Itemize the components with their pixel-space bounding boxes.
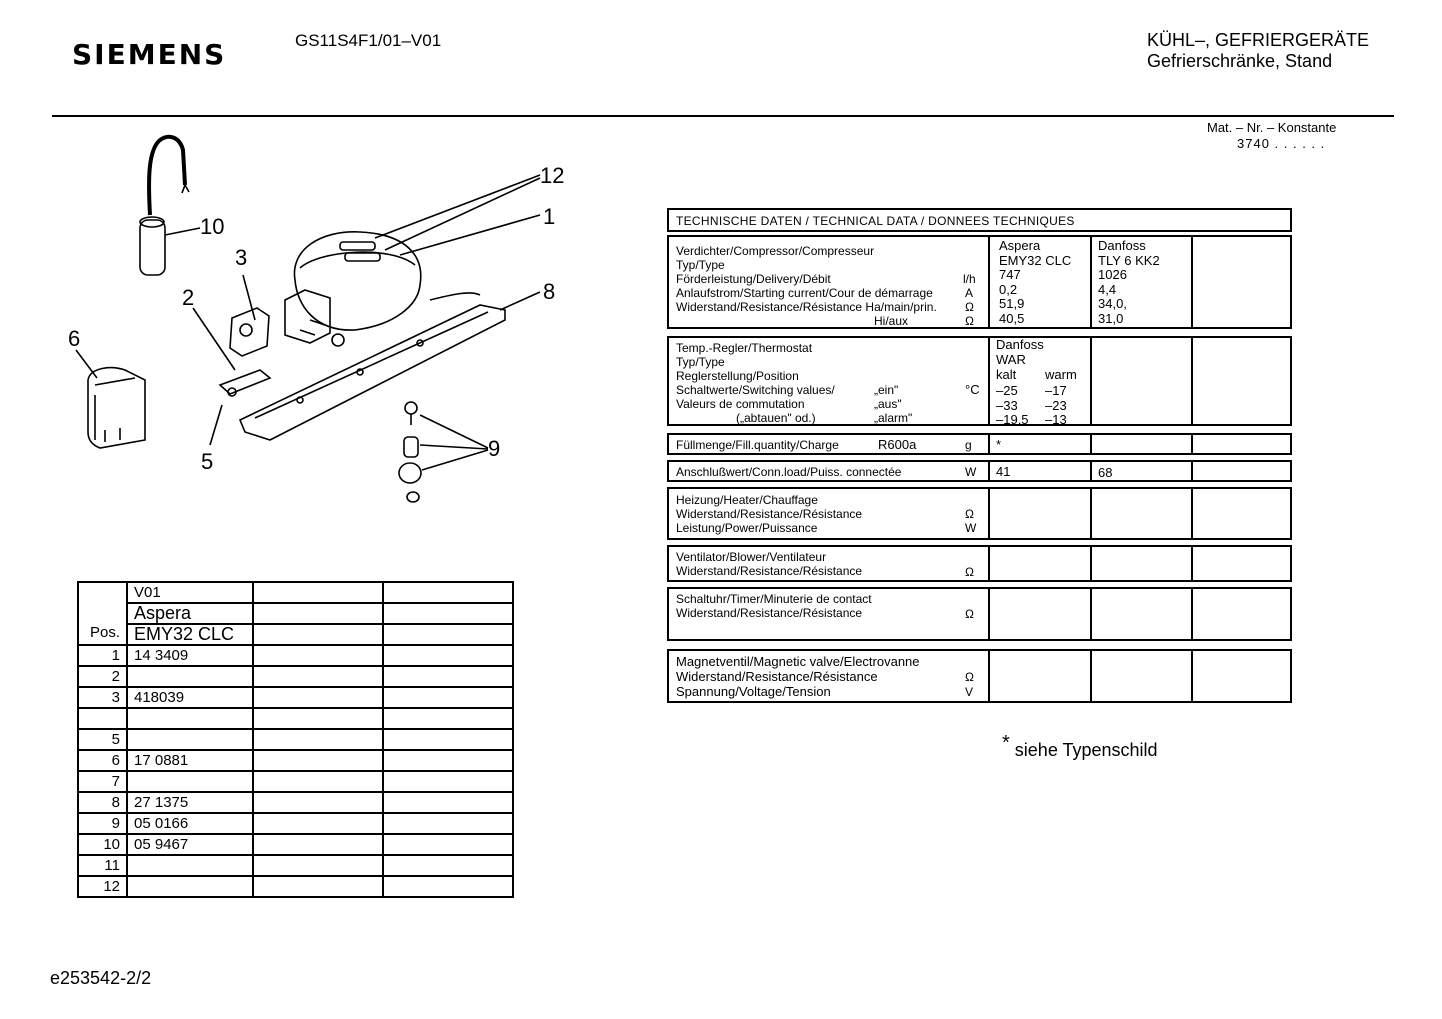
empty-cell (253, 666, 383, 687)
callout-2: 2 (182, 285, 195, 310)
empty-cell (383, 666, 513, 687)
col1-line: 747 (999, 267, 1021, 282)
column-divider (1090, 547, 1092, 580)
resistance-main-label: Widerstand/Resistance/Résistance Ha/main/prin. (676, 300, 937, 314)
pos-number (78, 708, 127, 729)
mounting-rail-part (240, 305, 505, 440)
callout-1: 1 (543, 204, 556, 229)
column-divider (1090, 462, 1092, 480)
empty-cell (383, 792, 513, 813)
column-divider (988, 338, 990, 424)
parts-row (78, 645, 513, 666)
charge-section (667, 433, 1292, 455)
category-subtitle: Gefrierschränke, Stand (1147, 51, 1333, 71)
compressor-type-cell: EMY32 CLC (127, 624, 253, 645)
pos-number: 8 (78, 792, 127, 813)
column-divider (1191, 237, 1193, 327)
load-col2: 68 (1098, 465, 1113, 480)
empty-cell (383, 855, 513, 876)
column-divider (1090, 237, 1092, 327)
capacitor-part (140, 220, 165, 275)
compressor-col2 (1098, 239, 1160, 326)
unit-ohm: Ω (965, 565, 974, 579)
mat-nr-label: Mat. – Nr. – Konstante (1207, 120, 1337, 135)
unit-g: g (965, 438, 972, 452)
note-text: siehe Typenschild (1009, 740, 1158, 760)
col1-line: 51,9 (999, 296, 1025, 311)
empty-cell (383, 813, 513, 834)
empty-cell (383, 603, 513, 624)
parts-table (77, 581, 514, 898)
pos-number: 3 (78, 687, 127, 708)
column-divider (1191, 547, 1193, 580)
compressor-section (667, 235, 1292, 329)
parts-row (78, 750, 513, 771)
manufacturer-cell: Aspera (127, 603, 253, 624)
variant-cell: V01 (127, 582, 253, 603)
empty-cell (253, 834, 383, 855)
charge-label: Füllmenge/Fill.quantity/Charge (676, 438, 839, 452)
power-label: Leistung/Power/Puissance (676, 521, 818, 535)
unit-a: A (965, 286, 974, 300)
callout-8: 8 (543, 279, 556, 304)
empty-cell (253, 582, 383, 603)
cover-part (88, 368, 145, 448)
empty-cell (383, 582, 513, 603)
pos-number: 11 (78, 855, 127, 876)
column-divider (1090, 651, 1092, 701)
empty-cell (253, 750, 383, 771)
pos-header (78, 582, 127, 645)
column-divider (1191, 338, 1193, 424)
alarm-cold: –19,5 (996, 412, 1029, 427)
col2-line: 34,0, (1098, 296, 1127, 311)
position-label: Reglerstellung/Position (676, 369, 799, 383)
column-divider (1090, 338, 1092, 424)
defrost-label: („abtauen" od.) (736, 411, 816, 425)
type-label: Typ/Type (676, 258, 725, 272)
callout-12: 12 (540, 163, 565, 188)
part-number (127, 708, 253, 729)
unit-ohm: Ω (965, 300, 974, 314)
empty-cell (383, 708, 513, 729)
blower-section (667, 545, 1292, 582)
column-divider (1090, 489, 1092, 538)
column-divider (1191, 651, 1193, 701)
pos-cold: kalt (996, 367, 1017, 382)
column-divider (1191, 435, 1193, 453)
parts-row (78, 876, 513, 897)
pos-number: 2 (78, 666, 127, 687)
pos-number: 5 (78, 729, 127, 750)
empty-cell (383, 645, 513, 666)
column-divider (988, 547, 990, 580)
thermostat-maker: Danfoss (996, 337, 1044, 352)
voltage-label: Spannung/Voltage/Tension (676, 684, 831, 699)
starting-current-label: Anlaufstrom/Starting current/Cour de démarrage (676, 286, 933, 300)
compressor-label: Verdichter/Compressor/Compresseur (676, 244, 875, 258)
unit-ohm: Ω (965, 507, 974, 521)
column-divider (988, 589, 990, 639)
exploded-parts-diagram (40, 125, 600, 525)
relay-part (230, 308, 269, 356)
on-cold: –25 (996, 383, 1018, 398)
type-plate-note (1002, 732, 1158, 761)
empty-cell (383, 624, 513, 645)
resistance-label: Widerstand/Resistance/Résistance (676, 507, 863, 521)
note-star: * (1002, 732, 1010, 754)
part-number (127, 666, 253, 687)
document-id: e253542-2/2 (50, 968, 152, 988)
resistance-label: Widerstand/Resistance/Résistance (676, 564, 863, 578)
blower-label: Ventilator/Blower/Ventilateur (676, 550, 827, 564)
empty-cell (383, 834, 513, 855)
parts-row (78, 792, 513, 813)
valve-label: Magnetventil/Magnetic valve/Electrovanne (676, 654, 920, 669)
unit-lh: l/h (963, 272, 976, 286)
compressor-part (294, 232, 420, 330)
callout-5: 5 (201, 449, 214, 474)
parts-row (78, 771, 513, 792)
empty-cell (253, 687, 383, 708)
parts-row (78, 729, 513, 750)
off-cold: –33 (996, 398, 1018, 413)
empty-cell (383, 876, 513, 897)
tech-data-title: TECHNISCHE DATEN / TECHNICAL DATA / DONNEES TECHNIQUES (667, 208, 1292, 232)
part-number: 418039 (127, 687, 253, 708)
part-number (127, 855, 253, 876)
unit-w: W (965, 465, 977, 479)
part-number: 05 9467 (127, 834, 253, 855)
empty-cell (383, 687, 513, 708)
parts-row (78, 855, 513, 876)
unit-ohm: Ω (965, 607, 974, 621)
column-divider (1090, 589, 1092, 639)
part-number: 14 3409 (127, 645, 253, 666)
col1-line: 0,2 (999, 281, 1018, 297)
col2-line: 31,0 (1098, 310, 1124, 326)
load-col1: 41 (996, 464, 1011, 479)
empty-cell (253, 771, 383, 792)
col2-line: TLY 6 KK2 (1098, 252, 1160, 268)
category-title: KÜHL–, GEFRIERGERÄTE (1147, 30, 1370, 50)
column-divider (1191, 589, 1193, 639)
pos-warm: warm (1045, 367, 1077, 382)
unit-ohm: Ω (965, 314, 974, 328)
callout-9: 9 (488, 436, 501, 461)
pos-number: 12 (78, 876, 127, 897)
pos-number: 9 (78, 813, 127, 834)
callout-3: 3 (235, 245, 248, 270)
column-divider (1090, 435, 1092, 453)
heater-label: Heizung/Heater/Chauffage (676, 493, 818, 507)
parts-row (78, 687, 513, 708)
empty-cell (253, 813, 383, 834)
part-number: 17 0881 (127, 750, 253, 771)
empty-cell (383, 771, 513, 792)
model-number: GS11S4F1/01–V01 (295, 31, 442, 50)
parts-row (78, 834, 513, 855)
parts-row (78, 813, 513, 834)
type-label: Typ/Type (676, 355, 725, 369)
pos-label: Pos. (89, 624, 120, 641)
pos-number: 6 (78, 750, 127, 771)
switching-values-label: Schaltwerte/Switching values/ (676, 383, 835, 397)
part-number: 05 0166 (127, 813, 253, 834)
resistance-label: Widerstand/Resistance/Résistance (676, 606, 863, 620)
col2-line: Danfoss (1098, 238, 1146, 253)
pos-number: 1 (78, 645, 127, 666)
load-label: Anschlußwert/Conn.load/Puiss. connectée (676, 465, 902, 479)
parts-row (78, 666, 513, 687)
compressor-col1 (999, 239, 1071, 326)
callout-10: 10 (200, 214, 225, 239)
col1-line: EMY32 CLC (999, 252, 1072, 268)
empty-cell (383, 750, 513, 771)
unit-celsius: °C (965, 382, 980, 397)
thermostat-type: WAR (996, 352, 1026, 367)
part-number (127, 771, 253, 792)
col2-line: 1026 (1098, 267, 1127, 282)
heater-section (667, 487, 1292, 540)
col1-line: 40,5 (999, 310, 1025, 326)
header-divider (52, 115, 1394, 117)
empty-cell (253, 708, 383, 729)
off-warm: –23 (1045, 398, 1067, 413)
on-warm: –17 (1045, 383, 1067, 398)
timer-label: Schaltuhr/Timer/Minuterie de contact (676, 592, 872, 606)
commutation-label: Valeurs de commutation (676, 397, 805, 411)
column-divider (988, 651, 990, 701)
alarm-label: „alarm" (874, 411, 913, 425)
column-divider (988, 435, 990, 453)
on-label: „ein" (874, 383, 899, 397)
timer-section (667, 587, 1292, 641)
off-label: „aus" (874, 397, 902, 411)
empty-cell (253, 792, 383, 813)
column-divider (988, 237, 990, 327)
column-divider (1191, 462, 1193, 480)
delivery-label: Förderleistung/Delivery/Débit (676, 272, 831, 286)
empty-cell (253, 729, 383, 750)
empty-cell (253, 876, 383, 897)
mat-nr-value: 3740 . . . . . . (1237, 136, 1326, 151)
resistance-label: Widerstand/Resistance/Résistance (676, 669, 878, 684)
pos-number: 7 (78, 771, 127, 792)
parts-row (78, 708, 513, 729)
col2-line: 4,4 (1098, 281, 1117, 297)
charge-col1: * (996, 437, 1002, 452)
col1-line: Aspera (999, 238, 1041, 253)
part-number: 27 1375 (127, 792, 253, 813)
siemens-logo: SIEMENS (72, 38, 227, 71)
pos-number: 10 (78, 834, 127, 855)
callout-6: 6 (68, 326, 81, 351)
unit-w: W (965, 521, 977, 535)
empty-cell (253, 645, 383, 666)
column-divider (1191, 489, 1193, 538)
unit-v: V (965, 685, 974, 699)
thermostat-section (667, 336, 1292, 426)
alarm-warm: –13 (1045, 412, 1067, 427)
thermostat-label: Temp.-Regler/Thermostat (676, 341, 813, 355)
refrigerant-value: R600a (878, 437, 917, 452)
empty-cell (253, 603, 383, 624)
empty-cell (383, 729, 513, 750)
load-section (667, 460, 1292, 482)
part-number (127, 729, 253, 750)
empty-cell (253, 855, 383, 876)
resistance-aux-label: Hi/aux (874, 314, 909, 328)
empty-cell (253, 624, 383, 645)
column-divider (988, 462, 990, 480)
column-divider (988, 489, 990, 538)
valve-section (667, 649, 1292, 703)
part-number (127, 876, 253, 897)
unit-ohm: Ω (965, 670, 974, 684)
